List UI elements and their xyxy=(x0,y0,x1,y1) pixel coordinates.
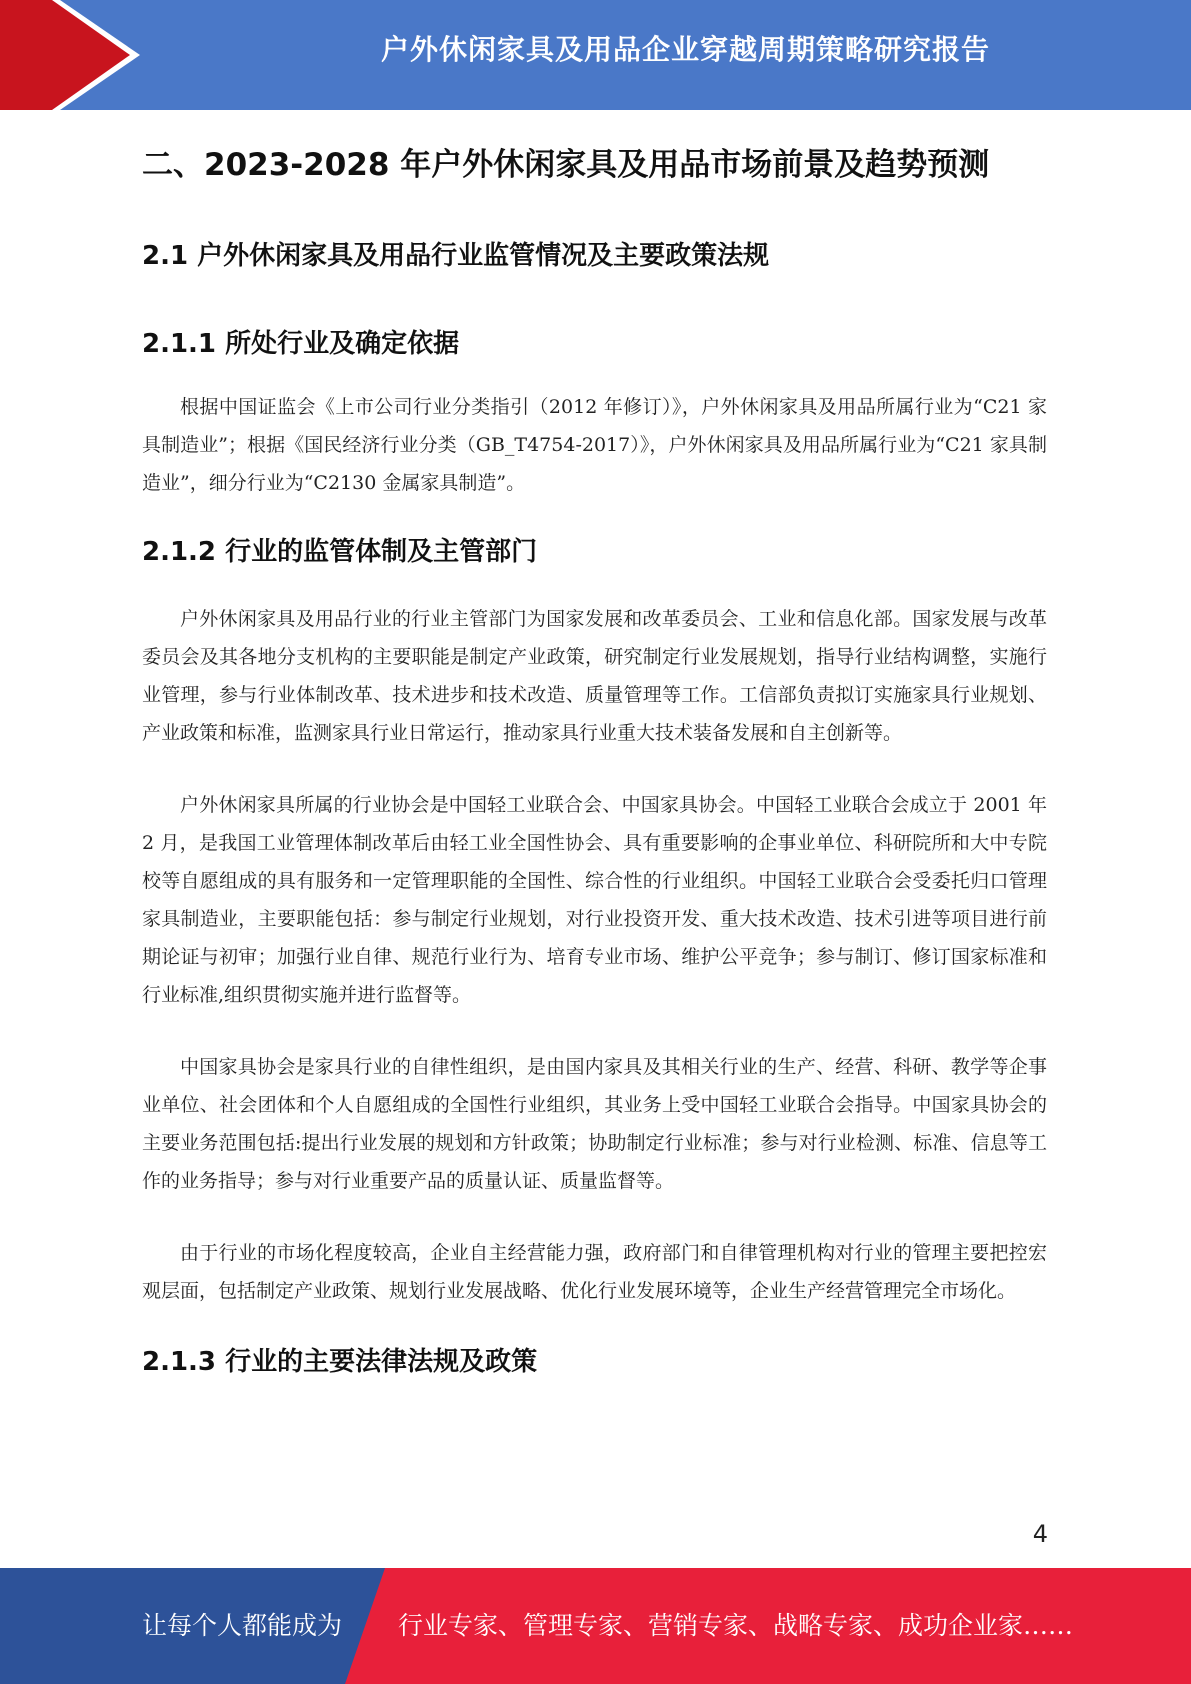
section-title: 2.1 户外休闲家具及用品行业监管情况及主要政策法规 xyxy=(142,241,770,271)
report-footer-band xyxy=(0,1568,1191,1684)
document-body xyxy=(142,130,1047,1380)
page-number: 4 xyxy=(1032,1520,1048,1548)
header-red-chevron-decoration xyxy=(0,0,160,110)
paragraph: 户外休闲家具所属的行业协会是中国轻工业联合会、中国家具协会。中国轻工业联合会成立于 2001 年 2 月，是我国工业管理体制改革后由轻工业全国性协会、具有重要影响的企事业单位、科研院所和大中专院校等自愿组成的具有服务和一定管理职能的全国性、综合性的行业组织。中国轻工业联合会受委托归口管理家具制造业，主要职能包括：参与制定行业规划，对行业投资开发、重大技术改造、技术引进等项目进行前期论证与初审；加强行业自律、规范行业行为、培育专业市场、维护公平竞争；参与制订、修订国家标准和行业标准,组织贯彻实施并进行监督等。 xyxy=(142,794,1047,1006)
footer-slogan-right: 行业专家、管理专家、营销专家、战略专家、成功企业家…… xyxy=(398,1611,1074,1640)
paragraph: 由于行业的市场化程度较高，企业自主经营能力强，政府部门和自律管理机构对行业的管理主要把控宏观层面，包括制定产业政策、规划行业发展战略、优化行业发展环境等，企业生产经营管理完全市场化。 xyxy=(142,1242,1047,1302)
subsection-title-2-1-2: 2.1.2 行业的监管体制及主管部门 xyxy=(142,537,538,567)
paragraph: 户外休闲家具及用品行业的行业主管部门为国家发展和改革委员会、工业和信息化部。国家发展与改革委员会及其各地分支机构的主要职能是制定产业政策，研究制定行业发展规划，指导行业结构调整，实施行业管理，参与行业体制改革、技术进步和技术改造、质量管理等工作。工信部负责拟订实施家具行业规划、产业政策和标准，监测家具行业日常运行，推动家具行业重大技术装备发展和自主创新等。 xyxy=(142,608,1047,744)
subsection-title-2-1-3: 2.1.3 行业的主要法律法规及政策 xyxy=(142,1347,538,1377)
chapter-title: 二、2023-2028 年户外休闲家具及用品市场前景及趋势预测 xyxy=(142,147,990,183)
paragraph: 根据中国证监会《上市公司行业分类指引（2012 年修订）》，户外休闲家具及用品所属行业为“C21 家具制造业”；根据《国民经济行业分类（GB_T4754-2017）》，户外休闲家具及用品所属行业为“C21 家具制造业”，细分行业为“C2130 金属家具制造”。 xyxy=(142,396,1047,494)
report-title: 户外休闲家具及用品企业穿越周期策略研究报告 xyxy=(380,33,990,66)
footer-slogan-left: 让每个人都能成为 xyxy=(142,1611,343,1640)
subsection-title-2-1-1: 2.1.1 所处行业及确定依据 xyxy=(142,329,460,359)
paragraph: 中国家具协会是家具行业的自律性组织，是由国内家具及其相关行业的生产、经营、科研、教学等企事业单位、社会团体和个人自愿组成的全国性行业组织，其业务上受中国轻工业联合会指导。中国家具协会的主要业务范围包括:提出行业发展的规划和方针政策；协助制定行业标准；参与对行业检测、标准、信息等工作的业务指导；参与对行业重要产品的质量认证、质量监督等。 xyxy=(142,1056,1047,1192)
report-header-band xyxy=(0,0,1191,110)
